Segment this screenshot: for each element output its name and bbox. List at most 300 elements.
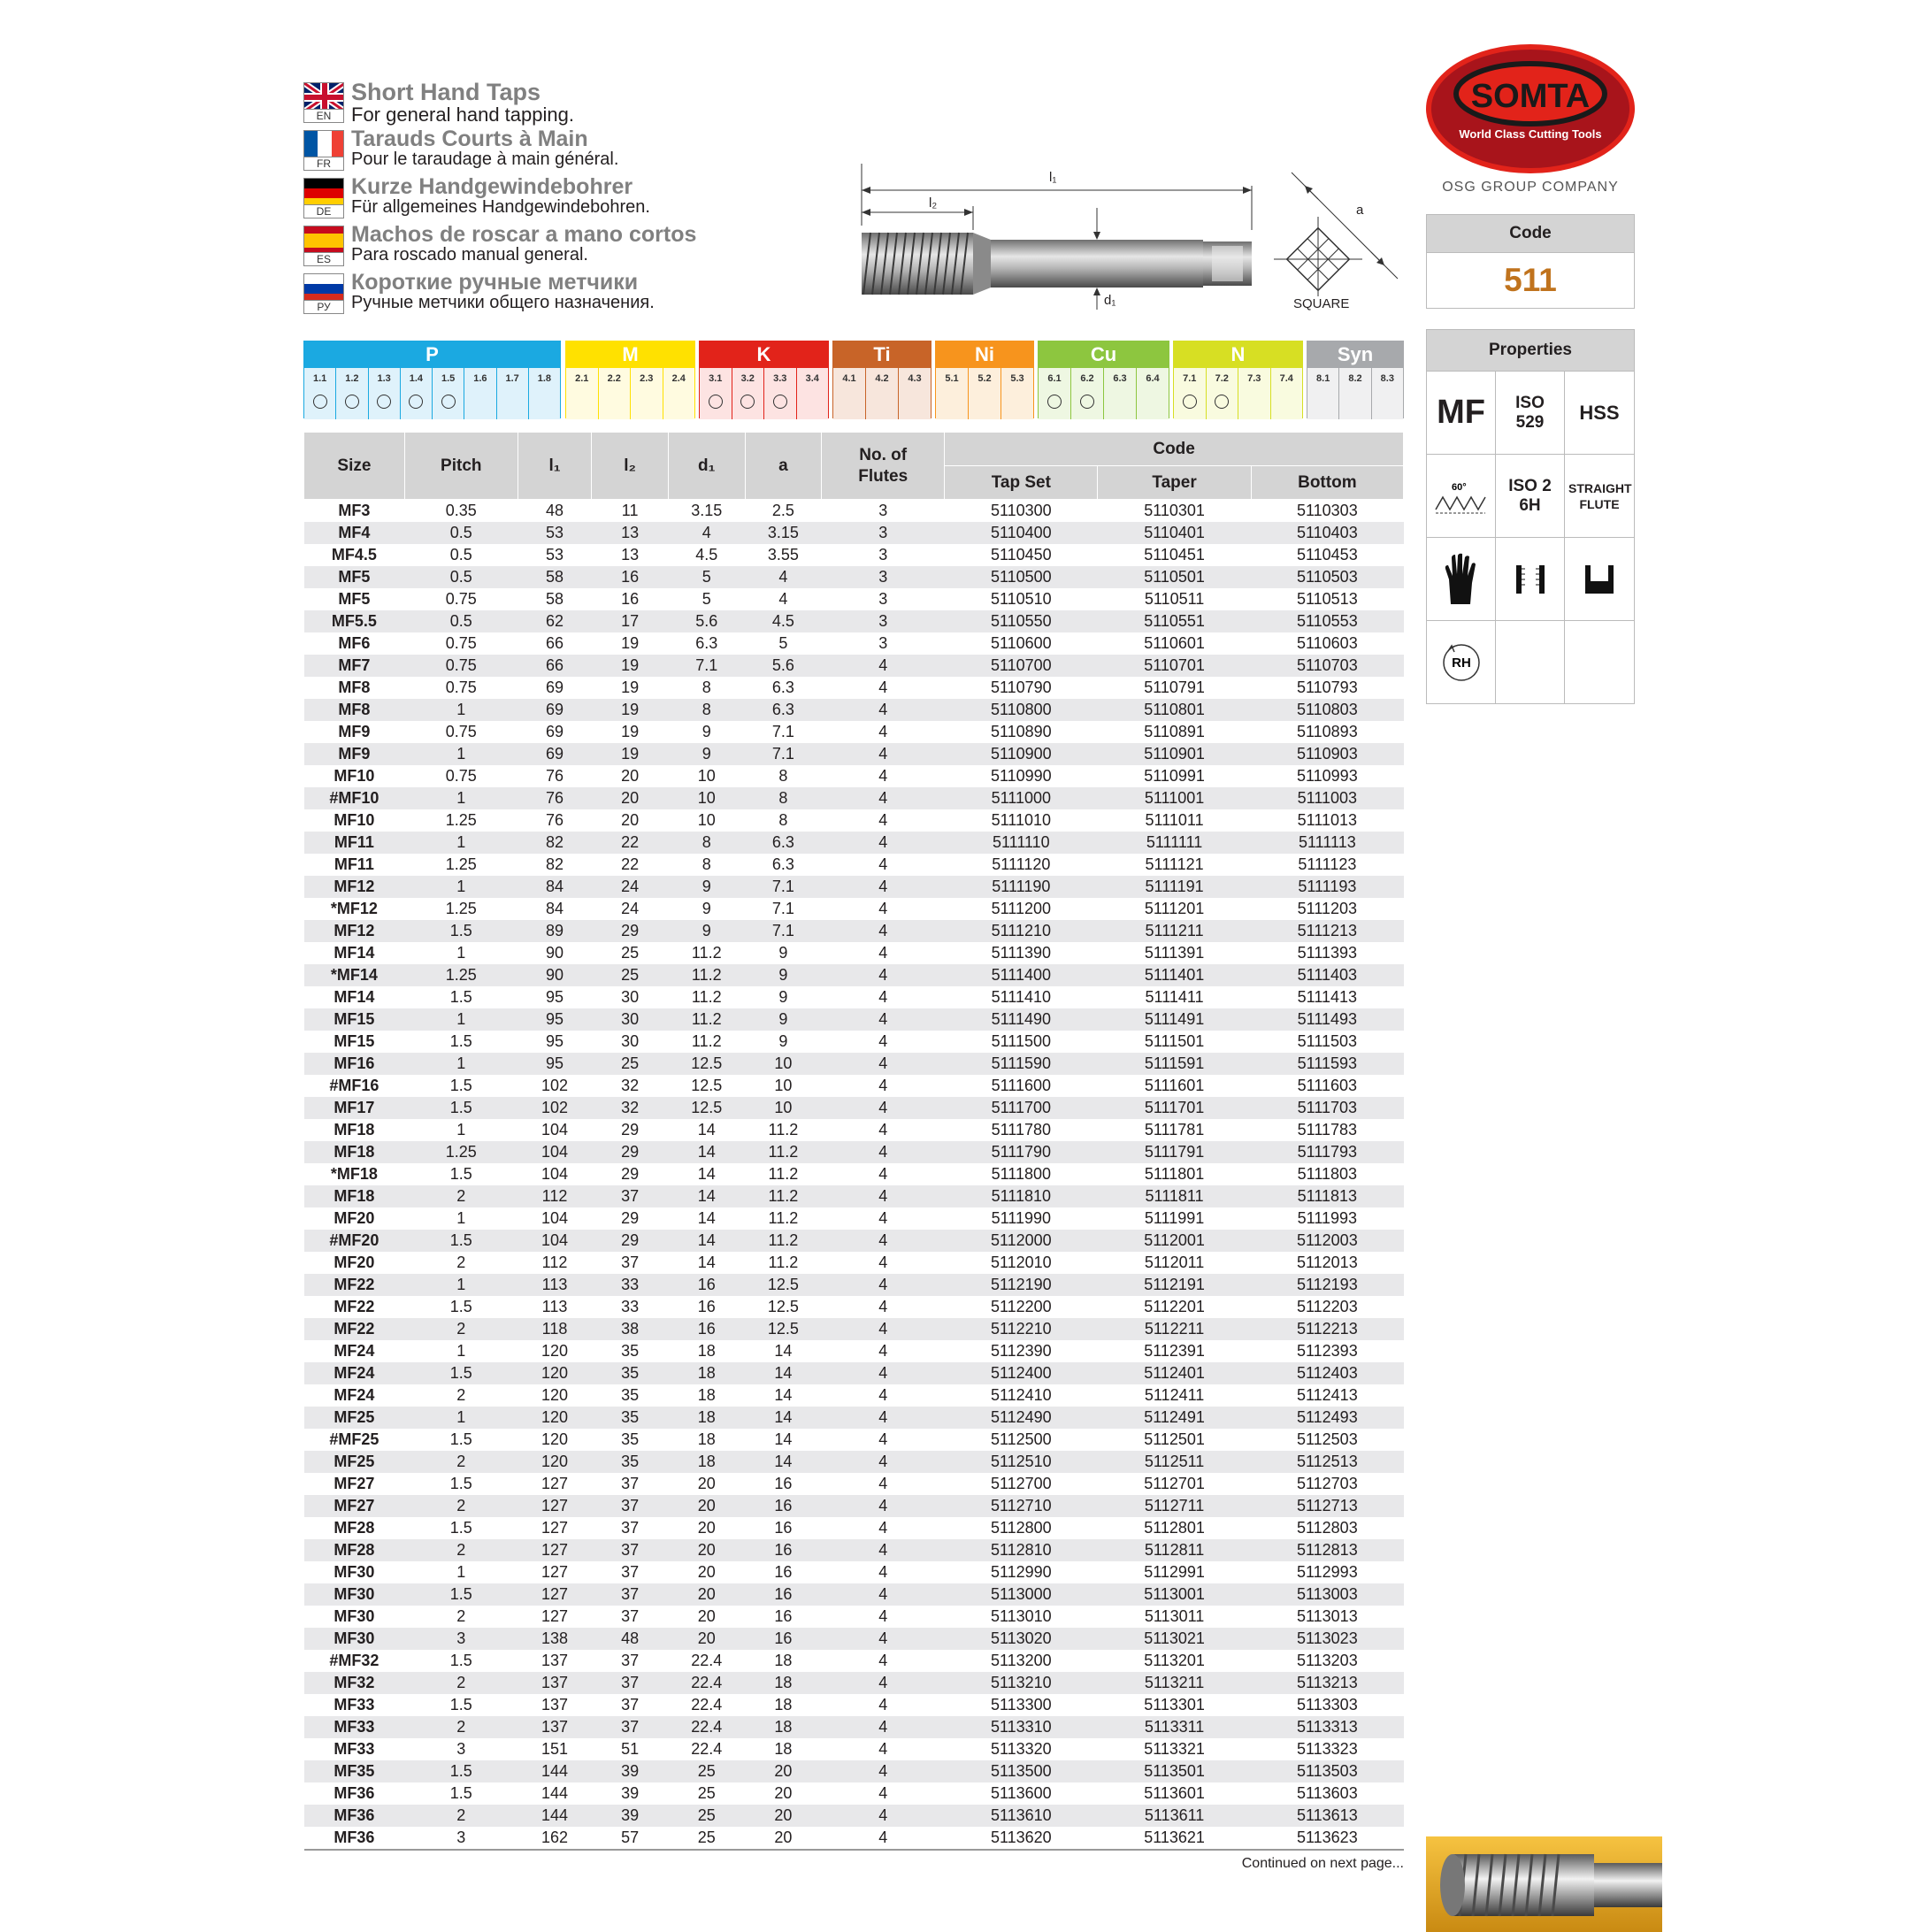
cell-pitch: 0.75 bbox=[445, 723, 477, 740]
col-bottom: Bottom bbox=[1251, 466, 1403, 500]
cell-a: 2.5 bbox=[771, 502, 794, 519]
cell-a: 12.5 bbox=[767, 1298, 799, 1315]
material-group-label: P bbox=[304, 341, 560, 368]
cell-l1: 113 bbox=[518, 1274, 592, 1296]
cell-flutes: 4 bbox=[822, 1539, 945, 1561]
cell-pitch: 0.5 bbox=[404, 566, 518, 588]
cell-taper-code: 5111591 bbox=[1098, 1053, 1251, 1075]
cell-flutes: 4 bbox=[822, 655, 945, 677]
material-number: 7.1 bbox=[1183, 373, 1197, 384]
cell-l1: 118 bbox=[518, 1318, 592, 1340]
cell-l2: 37 bbox=[621, 1254, 640, 1271]
cell-pitch: 0.75 bbox=[404, 655, 518, 677]
cell-l2: 37 bbox=[592, 1583, 669, 1606]
cell-l2: 37 bbox=[592, 1495, 669, 1517]
cell-taper-code: 5111791 bbox=[1098, 1141, 1251, 1163]
l1-label: l₁ bbox=[1049, 170, 1057, 185]
cell-flutes: 4 bbox=[822, 1760, 945, 1782]
cell-d1: 10 bbox=[697, 811, 716, 829]
cell-size: MF18 bbox=[334, 1121, 375, 1138]
cell-d1: 5 bbox=[668, 566, 745, 588]
cell-l1: 90 bbox=[546, 944, 564, 962]
cell-a: 6.3 bbox=[771, 855, 794, 873]
cell-l1: 104 bbox=[541, 1209, 569, 1227]
cell-bottom-code: 5111403 bbox=[1251, 964, 1403, 986]
cell-a: 3.55 bbox=[767, 546, 799, 564]
table-row bbox=[304, 632, 1404, 655]
cell-pitch: 1.25 bbox=[404, 964, 518, 986]
lang-ru bbox=[303, 270, 852, 321]
material-number: 2.3 bbox=[640, 373, 654, 384]
subtitle-ru: Ручные метчики общего назначения. bbox=[351, 293, 655, 312]
cell-bottom-code: 5111703 bbox=[1251, 1097, 1403, 1119]
cell-flutes: 4 bbox=[822, 1451, 945, 1473]
cell-pitch: 2 bbox=[404, 1495, 518, 1517]
right-hand-rh-icon bbox=[1427, 620, 1496, 703]
material-number: 5.3 bbox=[1010, 373, 1024, 384]
cell-flutes: 4 bbox=[822, 920, 945, 942]
material-cell bbox=[566, 368, 599, 419]
cell-flutes: 4 bbox=[822, 876, 945, 898]
cell-pitch: 1 bbox=[456, 1121, 466, 1138]
cell-a: 4 bbox=[745, 566, 822, 588]
cell-taper-code: 5111391 bbox=[1144, 944, 1205, 962]
code-label: Code bbox=[1427, 215, 1634, 252]
material-number: 1.4 bbox=[409, 373, 424, 384]
cell-pitch: 1.25 bbox=[404, 1141, 518, 1163]
cell-l1: 127 bbox=[518, 1495, 592, 1517]
cell-taper-code: 5113011 bbox=[1144, 1607, 1205, 1625]
cell-bottom-code: 5110993 bbox=[1296, 767, 1358, 785]
cell-a: 10 bbox=[774, 1077, 793, 1094]
subtitle-es: Para roscado manual general. bbox=[351, 245, 588, 264]
cell-pitch: 0.75 bbox=[445, 634, 477, 652]
uk-flag-icon bbox=[303, 82, 344, 123]
cell-l2: 29 bbox=[592, 1141, 669, 1163]
cell-bottom-code: 5112503 bbox=[1296, 1430, 1358, 1448]
cell-l2: 30 bbox=[592, 1008, 669, 1031]
iso-standard: ISO 529 bbox=[1496, 371, 1565, 454]
cell-l1: 102 bbox=[518, 1097, 592, 1119]
cell-a: 9 bbox=[745, 1008, 822, 1031]
table-row bbox=[304, 1075, 1404, 1097]
cell-size: MF25 bbox=[304, 1451, 405, 1473]
cell-l2: 17 bbox=[592, 610, 669, 632]
cell-l2: 37 bbox=[592, 1672, 669, 1694]
cell-flutes: 4 bbox=[878, 1519, 888, 1537]
table-row bbox=[304, 1782, 1404, 1805]
table-row bbox=[304, 1760, 1404, 1782]
cell-bottom-code: 5111593 bbox=[1251, 1053, 1403, 1075]
cell-l1: 95 bbox=[518, 1053, 592, 1075]
cell-tapset-code: 5113620 bbox=[945, 1827, 1098, 1850]
cell-size: MF15 bbox=[304, 1008, 405, 1031]
cell-size: MF11 bbox=[334, 855, 374, 873]
cell-l2: 37 bbox=[621, 1652, 640, 1669]
material-cell bbox=[599, 368, 632, 419]
cell-bottom-code: 5112713 bbox=[1251, 1495, 1403, 1517]
cell-l2: 37 bbox=[621, 1696, 640, 1714]
cell-taper-code: 5111801 bbox=[1144, 1165, 1205, 1183]
table-row bbox=[304, 1606, 1404, 1628]
cell-bottom-code: 5112993 bbox=[1296, 1563, 1358, 1581]
properties-box bbox=[1426, 329, 1635, 704]
cell-l2: 30 bbox=[621, 988, 640, 1006]
cell-tapset-code: 5111410 bbox=[991, 988, 1052, 1006]
cell-taper-code: 5110301 bbox=[1144, 502, 1205, 519]
table-row bbox=[304, 854, 1404, 876]
cell-a: 7.1 bbox=[771, 723, 794, 740]
cell-pitch: 1.5 bbox=[449, 1784, 472, 1802]
cell-l1: 162 bbox=[518, 1827, 592, 1850]
material-cell bbox=[1307, 368, 1339, 419]
material-number: 6.4 bbox=[1146, 373, 1160, 384]
cell-tapset-code: 5112810 bbox=[945, 1539, 1098, 1561]
cell-bottom-code: 5112403 bbox=[1251, 1362, 1403, 1384]
cell-l1: 144 bbox=[518, 1760, 592, 1782]
cell-taper-code: 5112391 bbox=[1144, 1342, 1205, 1360]
cell-l1: 62 bbox=[518, 610, 592, 632]
cell-a: 16 bbox=[745, 1628, 822, 1650]
cell-bottom-code: 5111813 bbox=[1251, 1185, 1403, 1208]
cell-l1: 120 bbox=[541, 1386, 569, 1404]
material-cell bbox=[1137, 368, 1169, 419]
cell-l2: 25 bbox=[621, 944, 640, 962]
cell-pitch: 2 bbox=[456, 1254, 466, 1271]
cell-d1: 20 bbox=[697, 1563, 716, 1581]
cell-d1: 9 bbox=[668, 920, 745, 942]
cell-tapset-code: 5111190 bbox=[945, 876, 1098, 898]
cell-taper-code: 5113201 bbox=[1144, 1652, 1205, 1669]
material-number: 7.4 bbox=[1279, 373, 1293, 384]
cell-size: MF30 bbox=[334, 1607, 375, 1625]
cell-bottom-code: 5112213 bbox=[1251, 1318, 1403, 1340]
cell-tapset-code: 5111590 bbox=[945, 1053, 1098, 1075]
cell-flutes: 4 bbox=[878, 811, 888, 829]
cell-l1: 104 bbox=[518, 1141, 592, 1163]
cell-l1: 151 bbox=[541, 1740, 569, 1758]
cell-a: 3.15 bbox=[745, 522, 822, 544]
material-group-label: Ti bbox=[833, 341, 931, 368]
cell-taper-code: 5111001 bbox=[1098, 787, 1251, 809]
cell-tapset-code: 5111120 bbox=[992, 855, 1051, 873]
cell-d1: 4.5 bbox=[695, 546, 718, 564]
cell-a: 14 bbox=[774, 1430, 793, 1448]
cell-a: 7.1 bbox=[745, 920, 822, 942]
cell-l2: 25 bbox=[592, 964, 669, 986]
table-row bbox=[304, 743, 1404, 765]
cell-a: 9 bbox=[778, 988, 788, 1006]
cell-d1: 7.1 bbox=[668, 655, 745, 677]
cell-l1: 69 bbox=[546, 723, 564, 740]
suitable-circle-icon bbox=[773, 395, 787, 409]
cell-a: 5 bbox=[778, 634, 788, 652]
lang-code: DE bbox=[304, 204, 343, 218]
cell-l2: 38 bbox=[592, 1318, 669, 1340]
cell-bottom-code: 5112393 bbox=[1296, 1342, 1358, 1360]
cell-tapset-code: 5110400 bbox=[945, 522, 1098, 544]
sizes-table bbox=[303, 432, 1404, 1851]
cell-flutes: 4 bbox=[878, 1386, 888, 1404]
cell-pitch: 0.5 bbox=[404, 522, 518, 544]
cell-flutes: 4 bbox=[878, 1696, 888, 1714]
material-group-k bbox=[699, 341, 829, 418]
cell-taper-code: 5110551 bbox=[1098, 610, 1251, 632]
cell-l2: 29 bbox=[621, 1209, 640, 1227]
cell-d1: 6.3 bbox=[695, 634, 718, 652]
cell-d1: 10 bbox=[668, 787, 745, 809]
cell-l2: 33 bbox=[592, 1274, 669, 1296]
cell-tapset-code: 5111400 bbox=[945, 964, 1098, 986]
cell-l1: 95 bbox=[546, 1032, 564, 1050]
cell-d1: 3.15 bbox=[691, 502, 723, 519]
cell-l1: 120 bbox=[541, 1430, 569, 1448]
cell-size: MF10 bbox=[334, 767, 375, 785]
material-number: 1.6 bbox=[473, 373, 487, 384]
cell-l2: 37 bbox=[621, 1519, 640, 1537]
cell-pitch: 1.5 bbox=[404, 1362, 518, 1384]
cell-l1: 120 bbox=[518, 1451, 592, 1473]
material-number: 3.4 bbox=[805, 373, 819, 384]
cell-size: #MF25 bbox=[329, 1430, 380, 1448]
empty-cell bbox=[1496, 620, 1565, 703]
table-row bbox=[304, 1340, 1404, 1362]
cell-d1: 8 bbox=[668, 832, 745, 854]
table-row bbox=[304, 1163, 1404, 1185]
germany-flag-icon bbox=[303, 178, 344, 218]
material-number: 1.7 bbox=[505, 373, 519, 384]
cell-l1: 95 bbox=[518, 1008, 592, 1031]
cell-a: 11.2 bbox=[768, 1121, 799, 1138]
material-group-ti bbox=[832, 341, 932, 418]
cell-bottom-code: 5111123 bbox=[1298, 855, 1357, 873]
cell-a: 10 bbox=[745, 1097, 822, 1119]
cell-taper-code: 5110601 bbox=[1144, 634, 1205, 652]
cell-size: MF28 bbox=[304, 1539, 405, 1561]
material-group-n bbox=[1173, 341, 1303, 418]
cell-size: MF30 bbox=[304, 1628, 405, 1650]
cell-size: #MF10 bbox=[304, 787, 405, 809]
cell-size: MF20 bbox=[334, 1209, 375, 1227]
cell-size: MF22 bbox=[334, 1298, 375, 1315]
cell-bottom-code: 5113023 bbox=[1251, 1628, 1403, 1650]
material-hss: HSS bbox=[1565, 371, 1634, 454]
cell-flutes: 3 bbox=[878, 546, 888, 564]
cell-a: 18 bbox=[745, 1672, 822, 1694]
cell-pitch: 2 bbox=[404, 1539, 518, 1561]
cell-tapset-code: 5113310 bbox=[945, 1716, 1098, 1738]
cell-size: *MF18 bbox=[330, 1165, 378, 1183]
cell-d1: 20 bbox=[697, 1519, 716, 1537]
cell-pitch: 2 bbox=[404, 1672, 518, 1694]
cell-l1: 48 bbox=[546, 502, 564, 519]
material-number: 5.2 bbox=[978, 373, 992, 384]
cell-l1: 127 bbox=[541, 1607, 569, 1625]
cell-flutes: 4 bbox=[878, 1121, 888, 1138]
cell-a: 16 bbox=[745, 1583, 822, 1606]
cell-a: 11.2 bbox=[768, 1165, 799, 1183]
cell-l1: 89 bbox=[518, 920, 592, 942]
cell-size: MF4 bbox=[304, 522, 405, 544]
cell-l1: 76 bbox=[546, 811, 564, 829]
cell-d1: 14 bbox=[697, 1121, 716, 1138]
cell-d1: 14 bbox=[668, 1141, 745, 1163]
cell-taper-code: 5110791 bbox=[1144, 678, 1205, 696]
cell-bottom-code: 5112193 bbox=[1251, 1274, 1403, 1296]
lang-de bbox=[303, 174, 852, 226]
table-row bbox=[304, 1672, 1404, 1694]
cell-bottom-code: 5111413 bbox=[1297, 988, 1358, 1006]
cell-a: 4 bbox=[778, 590, 788, 608]
cell-taper-code: 5112501 bbox=[1144, 1430, 1205, 1448]
group-company: OSG GROUP COMPANY bbox=[1442, 180, 1619, 195]
material-number: 8.2 bbox=[1348, 373, 1362, 384]
cell-l2: 11 bbox=[621, 502, 639, 519]
cell-d1: 11.2 bbox=[691, 944, 722, 962]
cell-tapset-code: 5111010 bbox=[991, 811, 1052, 829]
blind-hole-icon bbox=[1565, 537, 1634, 620]
cell-taper-code: 5112191 bbox=[1098, 1274, 1251, 1296]
cell-taper-code: 5111201 bbox=[1144, 900, 1205, 917]
cell-bottom-code: 5113013 bbox=[1296, 1607, 1358, 1625]
table-row bbox=[304, 942, 1404, 964]
cell-flutes: 4 bbox=[878, 1607, 888, 1625]
cell-bottom-code: 5111113 bbox=[1251, 832, 1403, 854]
cell-flutes: 4 bbox=[878, 900, 888, 917]
cell-l2: 51 bbox=[621, 1740, 640, 1758]
cell-d1: 20 bbox=[668, 1539, 745, 1561]
table-row bbox=[304, 765, 1404, 787]
cell-l1: 76 bbox=[546, 767, 564, 785]
material-number: 8.3 bbox=[1380, 373, 1394, 384]
cell-bottom-code: 5111013 bbox=[1297, 811, 1358, 829]
cell-taper-code: 5113301 bbox=[1144, 1696, 1205, 1714]
material-number: 1.3 bbox=[377, 373, 391, 384]
cell-l2: 37 bbox=[621, 1563, 640, 1581]
cell-bottom-code: 5112703 bbox=[1296, 1475, 1358, 1492]
cell-size: MF30 bbox=[304, 1583, 405, 1606]
cell-l2: 24 bbox=[621, 900, 640, 917]
table-row bbox=[304, 1362, 1404, 1384]
cell-size: MF18 bbox=[304, 1141, 405, 1163]
cell-pitch: 1 bbox=[404, 876, 518, 898]
cell-bottom-code: 5110793 bbox=[1296, 678, 1358, 696]
cell-d1: 11.2 bbox=[668, 964, 745, 986]
cell-l2: 19 bbox=[592, 655, 669, 677]
material-number: 6.2 bbox=[1080, 373, 1094, 384]
cell-taper-code: 5113311 bbox=[1098, 1716, 1251, 1738]
cell-d1: 14 bbox=[697, 1165, 716, 1183]
cell-pitch: 0.75 bbox=[445, 590, 477, 608]
cell-tapset-code: 5111790 bbox=[945, 1141, 1098, 1163]
cell-l1: 112 bbox=[541, 1254, 568, 1271]
cell-tapset-code: 5113320 bbox=[990, 1740, 1052, 1758]
cell-size: MF36 bbox=[304, 1805, 405, 1827]
cell-d1: 11.2 bbox=[691, 1032, 722, 1050]
cell-taper-code: 5111491 bbox=[1098, 1008, 1251, 1031]
cell-l1: 138 bbox=[518, 1628, 592, 1650]
cell-flutes: 4 bbox=[878, 767, 888, 785]
cell-size: MF25 bbox=[304, 1407, 405, 1429]
cell-flutes: 3 bbox=[822, 610, 945, 632]
cell-flutes: 4 bbox=[878, 1563, 888, 1581]
cell-tapset-code: 5111800 bbox=[991, 1165, 1052, 1183]
cell-l1: 104 bbox=[541, 1165, 569, 1183]
cell-flutes: 4 bbox=[822, 1362, 945, 1384]
cell-l1: 137 bbox=[518, 1672, 592, 1694]
material-group-label: Ni bbox=[936, 341, 1033, 368]
table-row bbox=[304, 1583, 1404, 1606]
cell-tapset-code: 5112800 bbox=[990, 1519, 1052, 1537]
material-number: 2.4 bbox=[671, 373, 686, 384]
cell-d1: 12.5 bbox=[691, 1077, 723, 1094]
cell-size: MF3 bbox=[338, 502, 371, 519]
cell-d1: 18 bbox=[668, 1451, 745, 1473]
material-cell bbox=[1207, 368, 1239, 419]
cell-a: 16 bbox=[774, 1563, 793, 1581]
cell-flutes: 3 bbox=[878, 590, 888, 608]
cell-tapset-code: 5112490 bbox=[945, 1407, 1098, 1429]
material-cell bbox=[1238, 368, 1271, 419]
cell-a: 16 bbox=[745, 1539, 822, 1561]
cell-d1: 18 bbox=[668, 1407, 745, 1429]
cell-flutes: 4 bbox=[822, 1053, 945, 1075]
material-number: 1.1 bbox=[312, 373, 327, 384]
cell-a: 20 bbox=[745, 1760, 822, 1782]
cell-d1: 25 bbox=[697, 1784, 716, 1802]
cell-taper-code: 5111991 bbox=[1144, 1209, 1205, 1227]
cell-size: MF12 bbox=[304, 920, 405, 942]
cell-tapset-code: 5111200 bbox=[991, 900, 1052, 917]
cell-bottom-code: 5110513 bbox=[1296, 590, 1358, 608]
cell-a: 14 bbox=[774, 1342, 793, 1360]
cell-bottom-code: 5112203 bbox=[1296, 1298, 1358, 1315]
cell-tapset-code: 5112990 bbox=[990, 1563, 1052, 1581]
cell-pitch: 1 bbox=[404, 787, 518, 809]
cell-taper-code: 5113621 bbox=[1098, 1827, 1251, 1850]
cell-flutes: 4 bbox=[822, 1097, 945, 1119]
cell-l1: 127 bbox=[518, 1539, 592, 1561]
cell-a: 14 bbox=[745, 1362, 822, 1384]
table-row bbox=[304, 1407, 1404, 1429]
table-row bbox=[304, 522, 1404, 544]
cell-flutes: 4 bbox=[822, 1318, 945, 1340]
suitable-circle-icon bbox=[313, 395, 327, 409]
cell-l2: 19 bbox=[592, 743, 669, 765]
cell-l2: 29 bbox=[592, 920, 669, 942]
cell-d1: 20 bbox=[668, 1495, 745, 1517]
tolerance-class: ISO 2 6H bbox=[1496, 454, 1565, 537]
col-l2: l₂ bbox=[592, 433, 669, 500]
material-cell bbox=[866, 368, 899, 419]
cell-a: 20 bbox=[774, 1784, 793, 1802]
cell-tapset-code: 5110550 bbox=[945, 610, 1098, 632]
cell-size: MF10 bbox=[334, 811, 375, 829]
material-number: 2.1 bbox=[575, 373, 589, 384]
cell-tapset-code: 5111500 bbox=[991, 1032, 1052, 1050]
cell-flutes: 4 bbox=[822, 1716, 945, 1738]
cell-pitch: 1.5 bbox=[404, 1760, 518, 1782]
table-row bbox=[304, 1716, 1404, 1738]
table-row bbox=[304, 986, 1404, 1008]
cell-pitch: 1.5 bbox=[449, 1298, 472, 1315]
cell-d1: 9 bbox=[668, 743, 745, 765]
table-row bbox=[304, 1738, 1404, 1760]
subtitle-en: For general hand tapping. bbox=[351, 104, 574, 126]
cell-bottom-code: 5112803 bbox=[1296, 1519, 1358, 1537]
cell-taper-code: 5113211 bbox=[1098, 1672, 1251, 1694]
cell-pitch: 3 bbox=[456, 1740, 466, 1758]
